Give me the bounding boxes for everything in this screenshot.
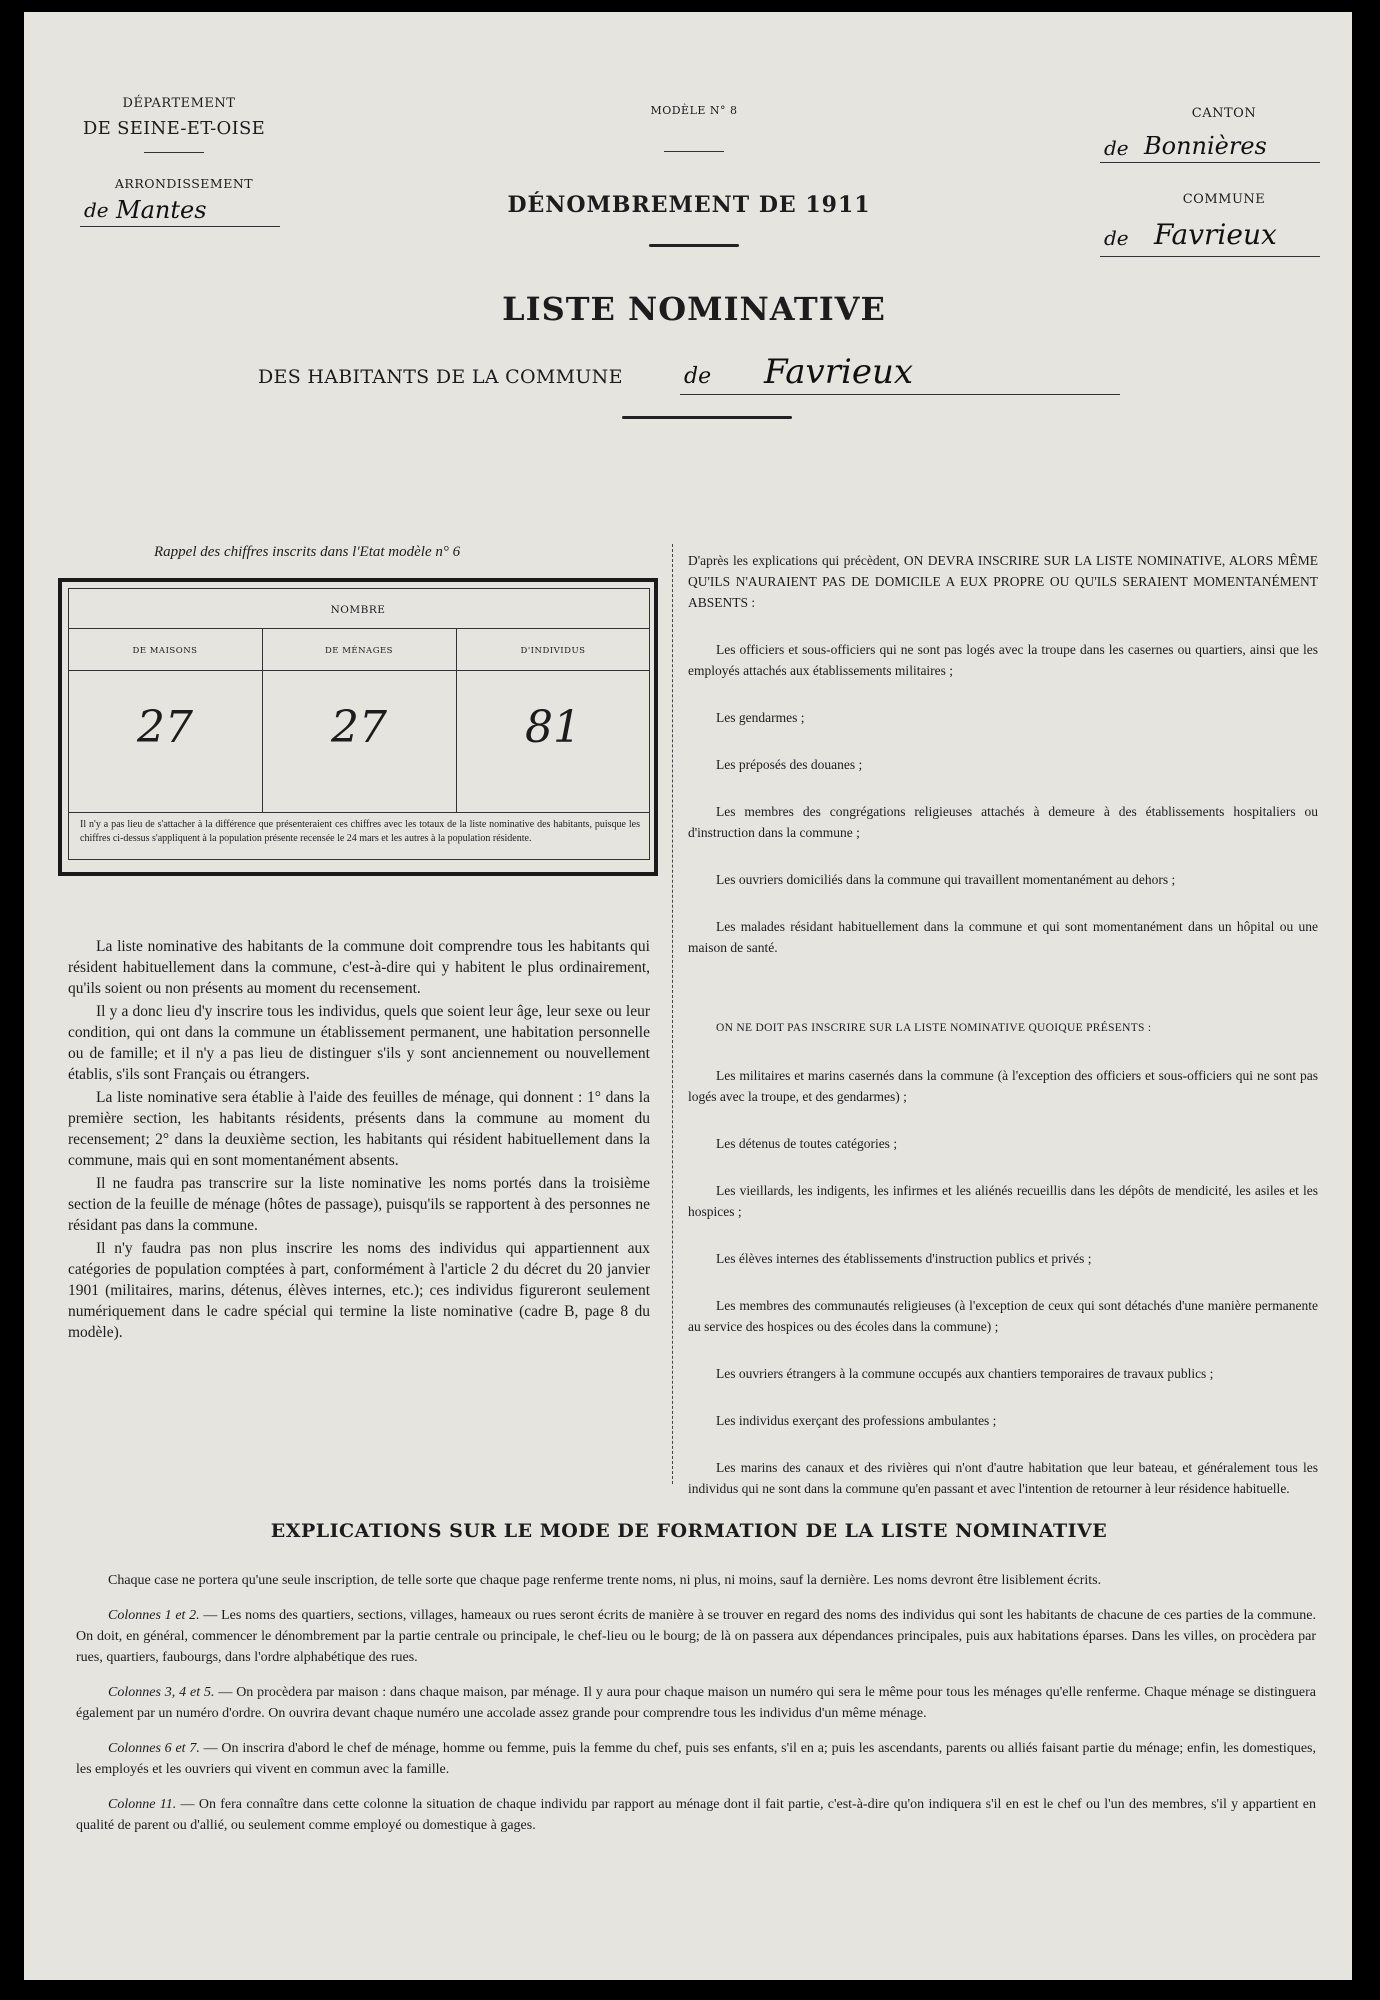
rappel-value-menages: 27 [331, 702, 387, 753]
left-paragraph: Il y a donc lieu d'y inscrire tous les individus, quels que soient leur âge, leur sexe ou leur condition, qui ont dans la commune un établissement permanent, une habitation personnelle ou de famille; et il n'y a pas lieu de distinguer s'ils y sont anciennement ou nouvellement établis, s'ils sont Français ou étrangers. [68, 1003, 650, 1083]
census-title: DÉNOMBREMENT DE 1911 [507, 192, 871, 218]
rappel-col-individus: D'INDIVIDUS [520, 646, 586, 656]
main-title: LISTE NOMINATIVE [502, 290, 886, 328]
arrondissement-label: ARRONDISSEMENT [114, 176, 254, 191]
include-item: Les malades résidant habituellement dans la commune et qui sont momentanément dans un hôpital ou une maison de santé. [688, 919, 1318, 955]
explication-item: Colonnes 1 et 2. — Les noms des quartiers, sections, villages, hameaux ou rues seront écrits de manière à se trouver en regard des noms des individus qui sont les habitants de chacune de ces parties de la commune. On doit, en général, commencer le dénombrement par la partie centrale ou principale, le chef-lieu ou le bourg; de là on passera aux dépendances principales, puis aux habitations éparses. Dans les villes, on procèdera par rues, quartiers, faubourgs, dans l'ordre alphabétique des rues. [76, 1608, 1316, 1665]
rappel-value-maisons: 27 [137, 702, 193, 753]
exclude-item: Les vieillards, les indigents, les infirmes et les aliénés recueillis dans les dépôts de mendicité, les asiles et les hospices ; [688, 1183, 1318, 1219]
left-instructions [68, 936, 650, 1345]
explication-item: Colonnes 6 et 7. — On inscrira d'abord le chef de ménage, homme ou femme, puis la femme du chef, puis ses enfants, s'il en a; puis les ascendants, parents ou alliés faisant partie du ménage; enfin, les domestiques, les employés et les ouvriers qui vivent en commun avec la famille. [76, 1741, 1316, 1777]
census-form-page [24, 12, 1352, 1980]
commune-prefix: de [1104, 226, 1129, 250]
include-item: Les ouvriers domiciliés dans la commune qui travaillent momentanément au dehors ; [716, 872, 1176, 887]
rappel-group-header: NOMBRE [330, 604, 386, 616]
right-instructions [688, 550, 1318, 1525]
departement-value: DE SEINE-ET-OISE [82, 118, 266, 139]
right-intro: D'après les explications qui précèdent, ON DEVRA INSCRIRE SUR LA LISTE NOMINATIVE, ALORS MÊME QU'ILS N'AURAIENT PAS DE DOMICILE A EUX PROPRE OU QU'ILS SERAIENT MOMENTANÉMENT ABSENTS : [688, 553, 1318, 610]
exclude-item: Les détenus de toutes catégories ; [716, 1136, 898, 1151]
left-paragraph: La liste nominative sera établie à l'aide des feuilles de ménage, qui donnent : 1° dans la première section, les habitants résidents, présents dans la commune au moment du recensement; 2° dans la deuxième section, les habitants qui résident habituellement dans la commune, mais qui en sont momentanément absents. [68, 1089, 650, 1169]
explications-intro: Chaque case ne portera qu'une seule inscription, de telle sorte que chaque page renferme trente noms, ni plus, ni moins, sauf la dernière. Les noms devront être lisiblement écrits. [108, 1573, 1102, 1588]
canton-prefix: de [1104, 136, 1129, 160]
rappel-col-maisons: DE MAISONS [132, 646, 198, 656]
title-ornament [649, 244, 739, 247]
exclude-item: Les militaires et marins casernés dans la commune (à l'exception des officiers et sous-officiers qui ne sont pas logés avec la troupe, et des gendarmes) ; [688, 1068, 1318, 1104]
include-item: Les membres des congrégations religieuses attachés à demeure à des établissements hospitaliers ou d'instruction dans la commune ; [688, 804, 1318, 840]
rappel-note: Il n'y a pas lieu de s'attacher à la différence que présenteraient ces chiffres avec les totaux de la liste nominative des habitants, puisque les chiffres ci-dessus s'appliquent à la population présente recensée le 24 mars et les autres à la population résidente. [80, 819, 640, 844]
subtitle-ornament [622, 416, 792, 419]
left-paragraph: La liste nominative des habitants de la commune doit comprendre tous les habitants qui résident habituellement dans la commune, c'est-à-dire qui y habitent le plus ordinairement, qu'ils soient ou non présents au moment du recensement. [68, 938, 650, 997]
subtitle-commune: Favrieux [764, 352, 914, 392]
include-item: Les officiers et sous-officiers qui ne sont pas logés avec la troupe dans les casernes ou quartiers, ainsi que les employés attachés aux établissements militaires ; [688, 642, 1318, 678]
subtitle-text: DES HABITANTS DE LA COMMUNE [258, 366, 623, 388]
commune-value: Favrieux [1154, 218, 1277, 251]
arrondissement-prefix: de [84, 198, 109, 222]
explication-item: Colonne 11. — On fera connaître dans cette colonne la situation de chaque individu par rapport au ménage dont il fait partie, c'est-à-dire qu'on indiquera s'il en est le chef ou l'un des membres, s'il y appartient en qualité de parent ou d'allié, ou seulement comme employé ou domestique à gages. [76, 1797, 1316, 1833]
modele-number: MODÈLE N° 8 [650, 104, 738, 117]
explications-title: EXPLICATIONS SUR LE MODE DE FORMATION DE LA LISTE NOMINATIVE [270, 1520, 1108, 1542]
explications-body [76, 1570, 1316, 1850]
rappel-col-menages: DE MÉNAGES [324, 646, 394, 656]
exclude-item: Les membres des communautés religieuses (à l'exception de ceux qui sont détachés d'une manière permanente au service des hospices ou des écoles dans la commune) ; [688, 1298, 1318, 1334]
departement-label: DÉPARTEMENT [122, 96, 236, 111]
canton-label: CANTON [1191, 106, 1257, 121]
exclude-item: Les ouvriers étrangers à la commune occupés aux chantiers temporaires de travaux publics ; [716, 1366, 1214, 1381]
exclude-heading: ON NE DOIT PAS INSCRIRE SUR LA LISTE NOMINATIVE QUOIQUE PRÉSENTS : [716, 1022, 1152, 1034]
subtitle-prefix: de [684, 364, 712, 389]
commune-label: COMMUNE [1182, 192, 1266, 207]
arrondissement-value: Mantes [116, 196, 207, 224]
exclude-item: Les marins des canaux et des rivières qui n'ont d'autre habitation que leur bateau, et généralement tous les individus qui ne sont dans la commune qu'en passant et avec l'intention de retourner à leur résidence habituelle. [688, 1460, 1318, 1496]
exclude-item: Les élèves internes des établissements d'instruction publics et privés ; [716, 1251, 1092, 1266]
column-divider [672, 544, 673, 1484]
left-paragraph: Il ne faudra pas transcrire sur la liste nominative les noms portés dans la troisième section de la feuille de ménage (hôtes de passage), puisqu'ils se rapportent à des personnes ne résidant pas dans la commune. [68, 1175, 650, 1234]
rappel-value-individus: 81 [525, 702, 581, 753]
include-item: Les gendarmes ; [716, 710, 805, 725]
left-paragraph: Il n'y faudra pas non plus inscrire les noms des individus qui appartiennent aux catégories de population comptées à part, conformément à l'article 2 du décret du 20 janvier 1901 (militaires, marins, détenus, élèves internes, etc.); ces individus figureront seulement numériquement dans le cadre spécial qui termine la liste nominative (cadre B, page 8 du modèle). [68, 1240, 650, 1341]
exclude-item: Les individus exerçant des professions ambulantes ; [716, 1413, 997, 1428]
explication-item: Colonnes 3, 4 et 5. — On procèdera par maison : dans chaque maison, par ménage. Il y aura pour chaque maison un numéro qui sera le même pour tous les ménages qu'elle renferme. Chaque ménage se distinguera également par un numéro d'ordre. On ouvrira devant chaque numéro une accolade assez grande pour comprendre tous les individus d'un même ménage. [76, 1685, 1317, 1721]
include-item: Les préposés des douanes ; [716, 757, 863, 772]
rappel-caption: Rappel des chiffres inscrits dans l'Etat modèle n° 6 [154, 544, 461, 560]
canton-value: Bonnières [1144, 132, 1267, 160]
